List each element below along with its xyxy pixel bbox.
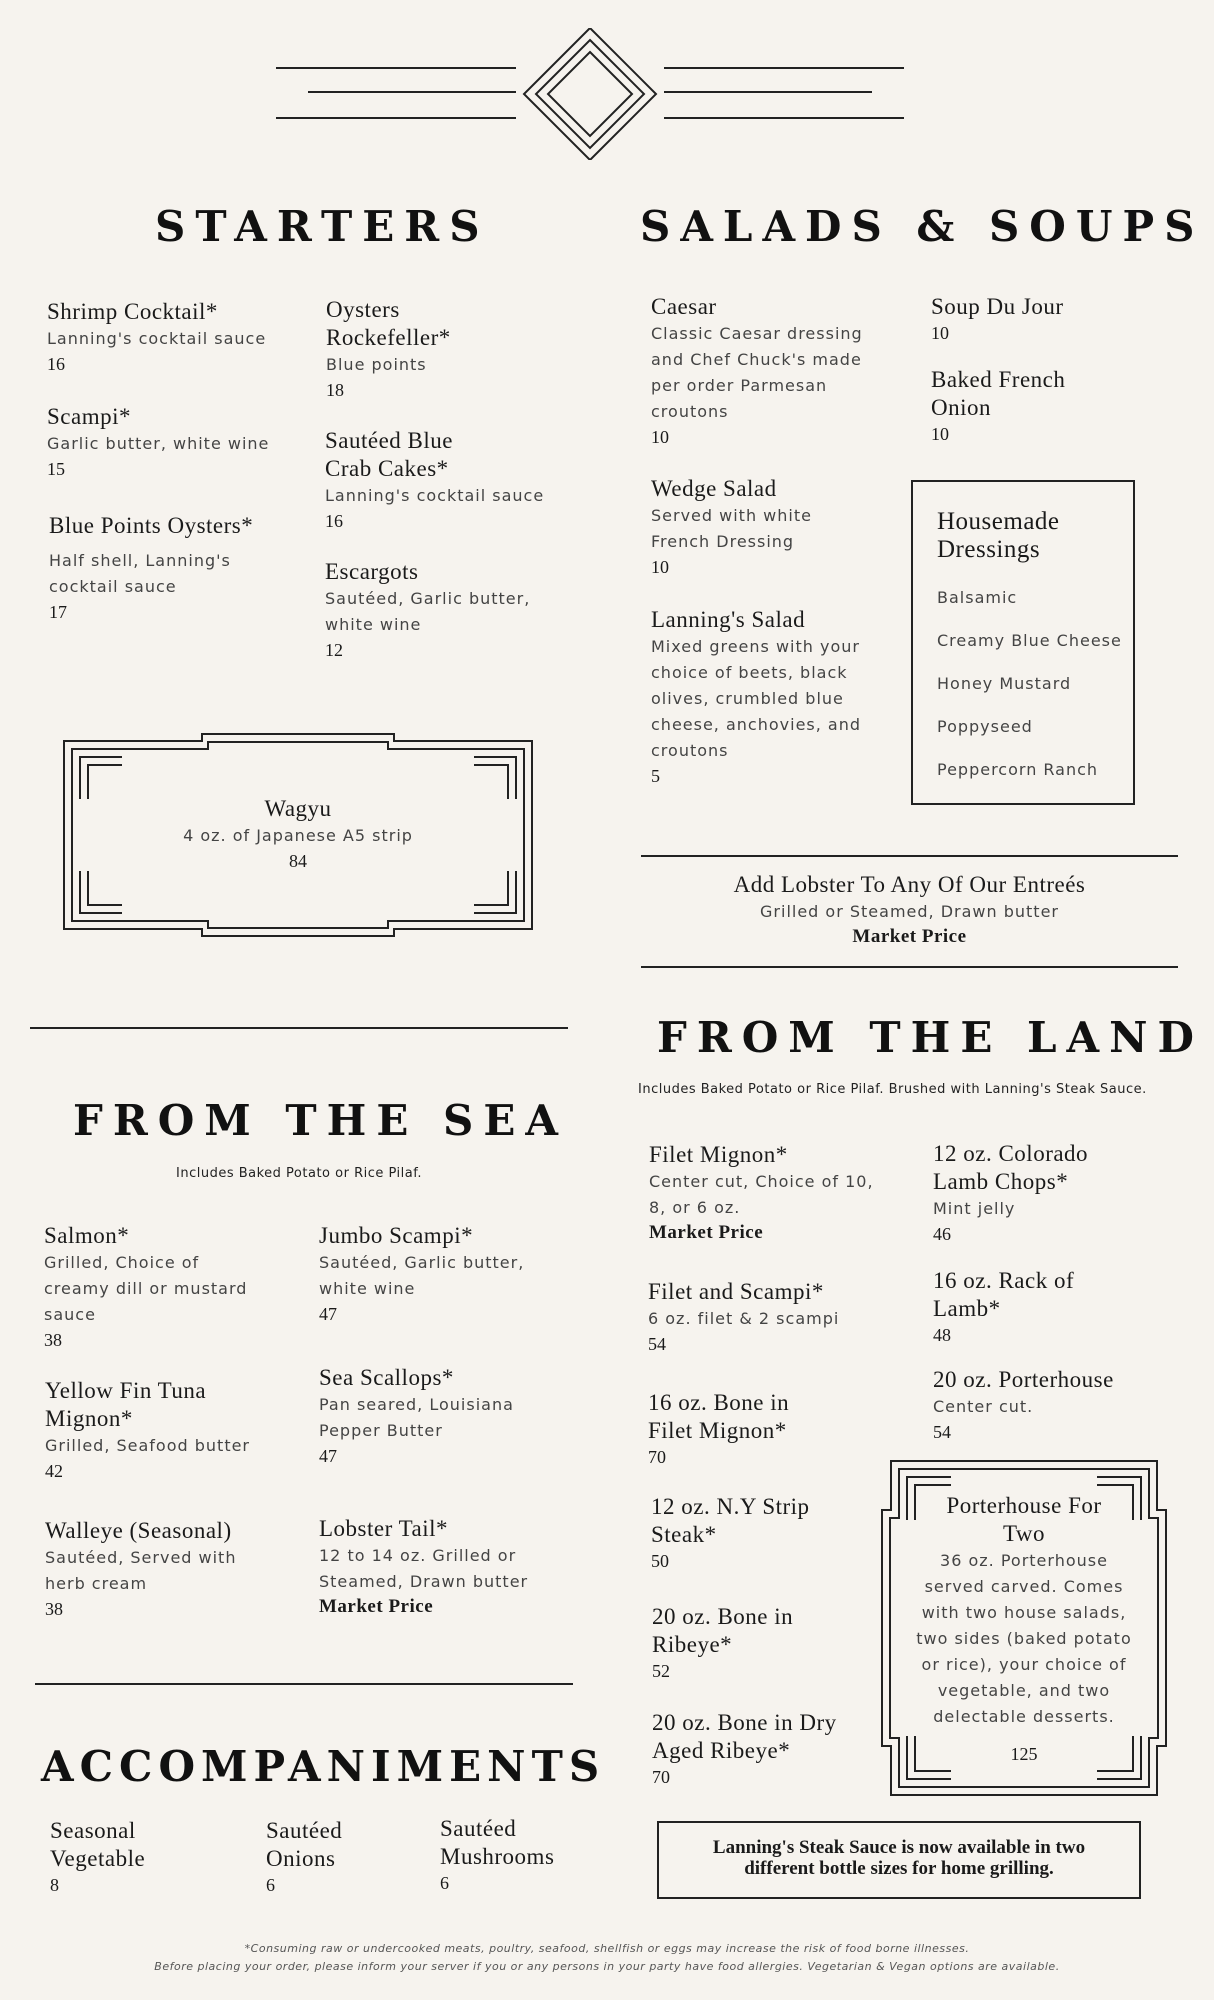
menu-item — [49, 512, 309, 624]
item-price: 8 — [50, 1875, 59, 1895]
footer-disclaimer: *Consuming raw or undercooked meats, poultry, seafood, shellfish or eggs may increase the risk of food borne illnesses. — [244, 1942, 970, 1955]
item-name: Sautéed Onions — [266, 1818, 343, 1871]
menu-item — [325, 427, 545, 533]
item-name: Jumbo Scampi* — [319, 1223, 474, 1248]
item-name: Filet and Scampi* — [648, 1279, 824, 1304]
item-name: 20 oz. Porterhouse — [933, 1367, 1114, 1392]
item-name: 16 oz. Rack of Lamb* — [933, 1268, 1075, 1321]
item-name: Blue Points Oysters* — [49, 513, 254, 538]
item-price: Market Price — [319, 1596, 434, 1617]
item-name: Shrimp Cocktail* — [47, 299, 218, 324]
menu-item — [44, 1222, 254, 1352]
menu-item — [651, 1493, 836, 1573]
menu-item — [47, 403, 287, 481]
item-name: 16 oz. Bone in Filet Mignon* — [648, 1390, 790, 1443]
item-desc: 12 to 14 oz. Grilled or Steamed, Drawn butter — [319, 1546, 529, 1591]
item-price: Market Price — [649, 1222, 764, 1243]
item-desc: Grilled, Choice of creamy dill or mustard sauce — [44, 1253, 248, 1324]
divider — [641, 966, 1178, 968]
dressings-title: Housemade Dressings — [937, 508, 1060, 563]
art-deco-header-ornament — [270, 28, 910, 160]
item-price: 12 — [325, 640, 343, 660]
item-name: Escargots — [325, 559, 419, 584]
item-name: Sea Scallops* — [319, 1365, 454, 1390]
dressing-option: Peppercorn Ranch — [937, 760, 1099, 779]
item-name: Walleye (Seasonal) — [45, 1518, 232, 1543]
menu-item — [319, 1364, 519, 1468]
menu-item — [440, 1815, 570, 1895]
item-price: 18 — [326, 380, 344, 400]
land-note: Includes Baked Potato or Rice Pilaf. Brushed with Lanning's Steak Sauce. — [638, 1082, 1147, 1097]
item-price: 42 — [45, 1461, 63, 1481]
menu-item — [933, 1140, 1133, 1246]
divider — [30, 1027, 568, 1029]
item-desc: 6 oz. filet & 2 scampi — [648, 1309, 840, 1328]
menu-item — [933, 1366, 1173, 1444]
salads-soups-title: SALADS & SOUPS — [640, 202, 1205, 251]
item-desc: Sautéed, Garlic butter, white wine — [319, 1253, 525, 1298]
porterhouse-feature — [916, 1492, 1132, 1766]
menu-item — [931, 293, 1131, 345]
item-desc: Served with white French Dressing — [651, 506, 812, 551]
menu-item — [651, 475, 841, 579]
menu-item — [47, 298, 287, 376]
item-price: 52 — [652, 1661, 670, 1681]
item-desc: Blue points — [326, 355, 427, 374]
item-name: Wagyu — [264, 796, 332, 821]
item-desc: Half shell, Lanning's cocktail sauce — [49, 551, 231, 596]
item-name: 20 oz. Bone in Ribeye* — [652, 1604, 794, 1657]
item-name: Salmon* — [44, 1223, 130, 1248]
item-desc: 4 oz. of Japanese A5 strip — [183, 826, 413, 845]
menu-item — [326, 296, 496, 402]
item-price: 16 — [47, 354, 65, 374]
item-price: 70 — [652, 1767, 670, 1787]
item-desc: Grilled or Steamed, Drawn butter — [760, 902, 1059, 921]
item-price: 48 — [933, 1325, 951, 1345]
item-name: Porterhouse For Two — [946, 1493, 1102, 1546]
item-desc: Center cut, Choice of 10, 8, or 6 oz. — [649, 1172, 874, 1217]
dressing-option: Creamy Blue Cheese — [937, 631, 1122, 650]
menu-item — [319, 1515, 529, 1619]
item-price: 6 — [266, 1875, 275, 1895]
from-the-sea-title: FROM THE SEA — [73, 1096, 568, 1145]
item-price: 17 — [49, 602, 67, 622]
item-price: 54 — [648, 1334, 666, 1354]
item-price: 10 — [651, 427, 669, 447]
item-name: Scampi* — [47, 404, 131, 429]
item-name: Soup Du Jour — [931, 294, 1064, 319]
accompaniments-title: ACCOMPANIMENTS — [41, 1742, 606, 1791]
item-price: Market Price — [852, 926, 967, 947]
item-price: 50 — [651, 1551, 669, 1571]
lobster-addon — [641, 871, 1178, 949]
item-name: Yellow Fin Tuna Mignon* — [45, 1378, 207, 1431]
starters-title: STARTERS — [155, 202, 490, 251]
item-desc: Grilled, Seafood butter — [45, 1436, 251, 1455]
item-desc: Sautéed, Served with herb cream — [45, 1548, 237, 1593]
menu-item — [651, 606, 866, 788]
item-price: 38 — [45, 1599, 63, 1619]
menu-item — [648, 1389, 823, 1469]
item-name: Caesar — [651, 294, 717, 319]
item-name: Sautéed Blue Crab Cakes* — [325, 428, 453, 481]
menu-item — [652, 1709, 892, 1789]
item-name: Lobster Tail* — [319, 1516, 449, 1541]
item-name: 12 oz. Colorado Lamb Chops* — [933, 1141, 1089, 1194]
item-price: 10 — [931, 323, 949, 343]
from-the-land-title: FROM THE LAND — [657, 1013, 1204, 1062]
item-price: 54 — [933, 1422, 951, 1442]
divider — [641, 855, 1178, 857]
item-desc: Garlic butter, white wine — [47, 434, 270, 453]
item-desc: Center cut. — [933, 1397, 1034, 1416]
footer-allergy-note: Before placing your order, please inform your server if you or any persons in your party have food allergies. Vegetarian & Vegan options are available. — [154, 1960, 1060, 1973]
wagyu-feature — [62, 795, 534, 873]
item-name: Baked French Onion — [931, 367, 1066, 420]
item-price: 47 — [319, 1304, 337, 1324]
item-desc: Lanning's cocktail sauce — [47, 329, 267, 348]
item-desc: 36 oz. Porterhouse served carved. Comes with two house salads, two sides (baked potato or rice), your choice of vegetable, and two delectable desserts. — [916, 1551, 1132, 1726]
item-name: Sautéed Mushrooms — [440, 1816, 555, 1869]
item-desc: Mint jelly — [933, 1199, 1016, 1218]
menu-item — [325, 558, 535, 662]
dressing-option: Poppyseed — [937, 717, 1033, 736]
item-name: Wedge Salad — [651, 476, 777, 501]
item-price: 10 — [931, 424, 949, 444]
menu-item — [649, 1141, 874, 1245]
menu-item — [45, 1377, 265, 1483]
item-name: Filet Mignon* — [649, 1142, 788, 1167]
item-price: 125 — [1010, 1744, 1038, 1764]
menu-item — [319, 1222, 529, 1326]
divider — [35, 1683, 573, 1685]
steak-sauce-note: Lanning's Steak Sauce is now available in two different bottle sizes for home grilling. — [712, 1837, 1086, 1879]
menu-item — [648, 1278, 888, 1356]
item-name: Seasonal Vegetable — [50, 1818, 146, 1871]
menu-item — [45, 1517, 275, 1621]
item-price: 47 — [319, 1446, 337, 1466]
item-desc: Lanning's cocktail sauce — [325, 486, 545, 505]
menu-item — [50, 1817, 200, 1897]
menu-item — [266, 1817, 376, 1897]
menu-item — [933, 1267, 1113, 1347]
item-price: 38 — [44, 1330, 62, 1350]
item-price: 5 — [651, 766, 660, 786]
menu-item — [931, 366, 1101, 446]
housemade-dressings-box — [911, 480, 1135, 805]
item-price: 46 — [933, 1224, 951, 1244]
item-price: 84 — [289, 851, 307, 871]
sea-note: Includes Baked Potato or Rice Pilaf. — [176, 1166, 422, 1181]
item-price: 15 — [47, 459, 65, 479]
item-price: 70 — [648, 1447, 666, 1467]
menu-item — [651, 293, 881, 449]
item-name: Lanning's Salad — [651, 607, 806, 632]
item-desc: Classic Caesar dressing and Chef Chuck's made per order Parmesan croutons — [651, 324, 863, 421]
dressing-option: Honey Mustard — [937, 674, 1072, 693]
item-desc: Mixed greens with your choice of beets, black olives, crumbled blue cheese, anchovies, and croutons — [651, 637, 862, 760]
item-price: 16 — [325, 511, 343, 531]
steak-sauce-note-box — [657, 1821, 1141, 1899]
menu-item — [652, 1603, 827, 1683]
item-name: 12 oz. N.Y Strip Steak* — [651, 1494, 810, 1547]
item-desc: Pan seared, Louisiana Pepper Butter — [319, 1395, 514, 1440]
item-name: 20 oz. Bone in Dry Aged Ribeye* — [652, 1710, 837, 1763]
item-price: 6 — [440, 1873, 449, 1893]
item-price: 10 — [651, 557, 669, 577]
dressing-option: Balsamic — [937, 588, 1018, 607]
item-name: Oysters Rockefeller* — [326, 297, 451, 350]
item-name: Add Lobster To Any Of Our Entreés — [733, 872, 1086, 897]
item-desc: Sautéed, Garlic butter, white wine — [325, 589, 531, 634]
